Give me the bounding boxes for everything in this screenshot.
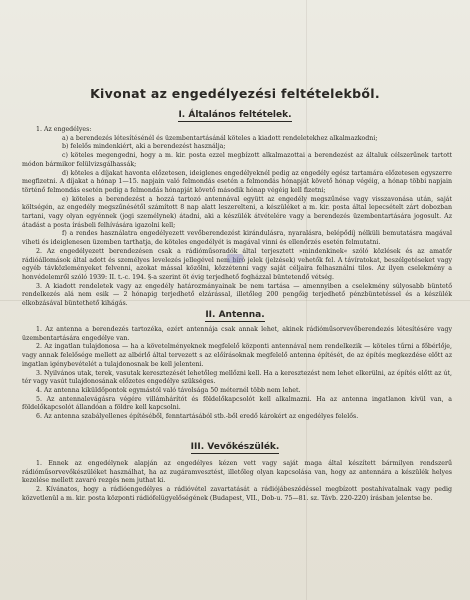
document-title: Kivonat az engedélyezési feltételekből. [90, 86, 380, 101]
antenna-p3: 3. Nyilvános utak, terek, vasutak keresztezését lehetőleg mellőzni kell. Ha a keresztezést nem lehet elkerülni, az építés előtt az út, tér vagy vasút tulajdonosának előzetes engedélye szükséges. [22, 369, 452, 386]
general-p2: 2. Az engedélyezett berendezésen csak a rádióműsoradók által terjesztett »mindenkinek« szóló közlések és az amatőr rádióállomások által adott és személyes levelezés jellegével nem bíró jelek (jelzések) vehetők fel. A távíratokat, beszélgetéseket vagy egyéb távközleményeket felvenni, azokat mással közölni, közzétenni vagy saját céljaira felhasználni tilos. Az ilyen cselekmény a honvédelemről szóló 1939: II. t.-c. 194. §-a szerint öt évig terjedhető fogházzal büntetendő vétség. [22, 247, 452, 281]
general-p1-e: e) köteles a berendezést a hozzá tartozó antennával együtt az engedély megszűnése vagy visszavonása után, saját költségén, az engedély megszűnésétől számított 8 nap alatt leszerelteni, a készüléket a m. kir. posta által lepecsételt zárt dobozban tartani, vagy olyan egyénnek (jogi személynek) átadni, aki a készülék átvételére vagy a berendezés üzembentartására jogosult. Az átadást a posta írásbeli felhívására igazolni kell; [22, 195, 452, 229]
general-p1-intro: 1. Az engedélyes: [36, 126, 92, 133]
antenna-p4: 4. Az antenna kiküldőpontok egymástól való távolsága 50 méternél több nem lehet. [36, 386, 301, 394]
antenna-p6: 6. Az antenna szabályellenes építéséből, fenntartásából stb.-ből eredő károkért az engedélyes felelős. [36, 413, 359, 421]
receiver-p2: 2. Kívánatos, hogy a rádióengedélyes a rádióvétel zavartatását a rádiójábeszédéssel megbízott postahivatalnak vagy pedig közvetlenül a m. kir. posta központi rádiófelügyelőségének (Budapest, VII., Dob-u. 75—81. sz. Távb. 220-220) írásban jelentse be. [22, 486, 452, 502]
section-heading-general: I. Általános feltételek. [178, 110, 292, 120]
general-p1-c: c) köteles megengedni, hogy a m. kir. posta ezzel megbízott alkalmazottai a berendezést az általuk célszerűnek tartott módon bármikor felülvizsgálhassák; [22, 152, 452, 168]
receiver-p1: 1. Ennek az engedélynek alapján az engedélyes kézen vett vagy saját maga által készített bármilyen rendszerű rádióműsorvevőkészüléket használhat, ha az zugáramvesztést, illetőleg olyan kapcsolása van, hogy az antennára a készülék helyes kezelése mellett zavaró rezgés nem juthat ki. [22, 460, 452, 485]
general-p3: 3. A kiadott rendeletek vagy az engedély határozmányainak be nem tartása — amennyiben a cselekmény súlyosabb büntető rendelkezés alá nem esik — 2 hónapig terjedhető elzárással, illetőleg 200 pengőig terjedhető pénzbüntetéssel és a készülék elkobzásával büntethető kihágás. [22, 282, 452, 308]
antenna-p5: 5. Az antennalevágásra végére villámhárítót és földelőkapcsolót kell alkalmazni. Ha az antenna ingatlanon kívül van, a földelőkapcsolót állandóan a földre kell kapcsolni. [22, 395, 452, 412]
general-p1-f: f) a rendes használatra engedélyezett vevőberendezést kirándulásra, nyaralásra, belépődíj nélküli bemutatásra magával viheti és ideiglenesen üzemben tarthatja, de köteles engedélyét is magával vinni és ellenőrzés esetén felmutatni. [22, 230, 452, 247]
general-p1-a: a) a berendezés létesítésénél és üzembentartásánál köteles a kiadott rendeletekhez alkalmazkodni; [62, 134, 378, 142]
section-antenna-body [22, 326, 452, 422]
section-heading-antenna: II. Antenna. [205, 310, 265, 320]
general-p1-b: b) felelős mindenkiért, aki a berendezést használja; [62, 143, 226, 151]
section-general-body [22, 126, 452, 309]
section-receiver-body [22, 460, 452, 504]
antenna-p1: 1. Az antenna a berendezés tartozéka, ezért antennája csak annak lehet, akinek rádióműsorvevőberendezés létesítésére vagy üzembentartására engedélye van. [22, 326, 452, 342]
general-p1-d: d) köteles a díjakat havonta előzetesen, ideiglenes engedélyeknél pedig az engedély egész tartamára előzetesen egyszerre megfizetni. A díjakat a hónap 1—15. napjain való felmondás esetén a felmondás hónapját követő hónap végéig, a hónap többi napjain történő felmondás esetén pedig a felmondás hónapját követő második hónap végéig kell fizetni; [22, 169, 452, 194]
section-heading-receiver: III. Vevőkészülék. [190, 442, 280, 452]
antenna-p2: 2. Az ingatlan tulajdonosa — ha a követelményeknek megfelelő központi antennával nem rendelkezik — köteles tűrni a főbérlője, vagy annak felelősége mellett az albérlő által tervezett s az előírásoknak megfelelő antenna építését, de az építés megkezdése előtt az ingatlan igénybevételét a tulajdonosnak be kell jelenteni. [22, 343, 452, 368]
ink-mark [227, 254, 243, 263]
